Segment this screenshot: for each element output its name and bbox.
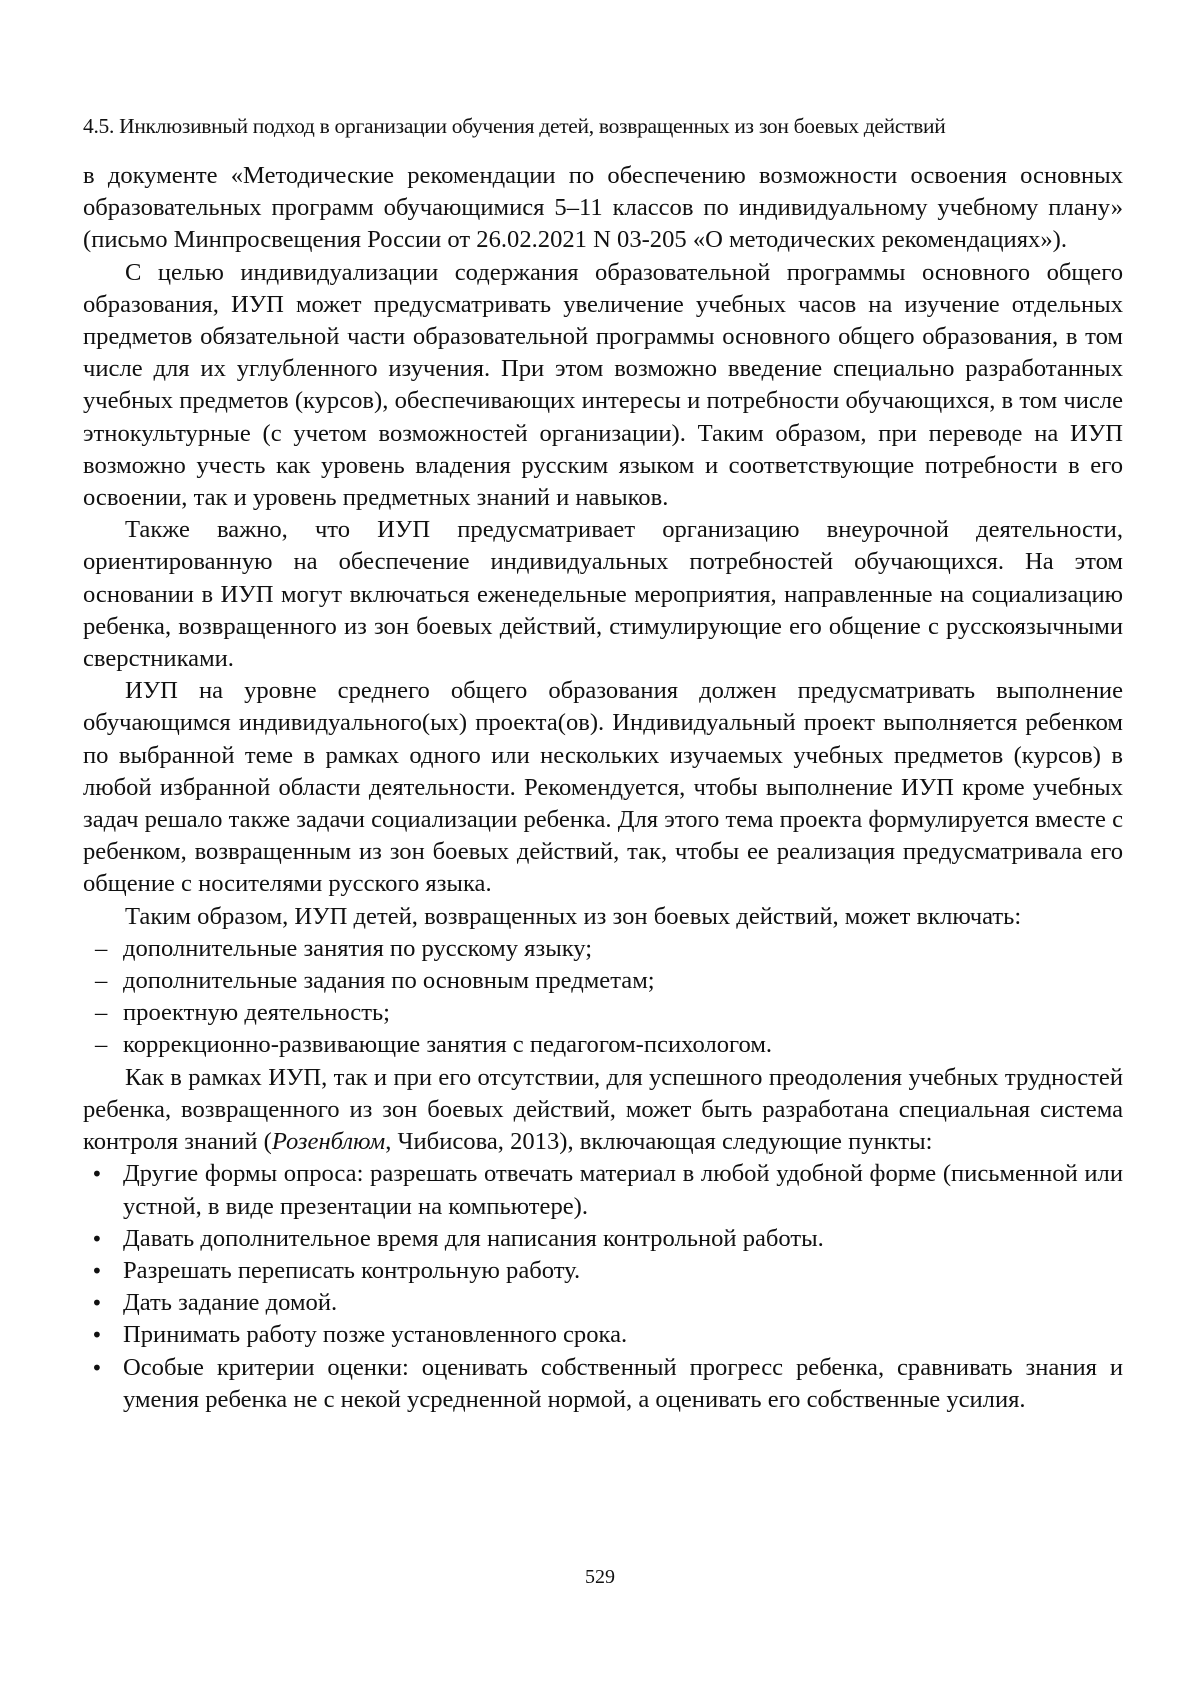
dash-list-item-text: проектную деятельность;	[123, 999, 391, 1027]
dash-marker: –	[95, 1031, 108, 1059]
bullet-list-item-text: Разрешать переписать контрольную работу.	[123, 1256, 581, 1284]
dash-marker: –	[95, 934, 108, 962]
bullet-marker: •	[91, 1355, 103, 1380]
paragraph-continuation: в документе «Методические рекомендации по обеспечению возможности освоения основных образовательных программ обучающимися 5–11 классов по индивидуальному учебному плану» (письмо Минпросвещения России от 26.02.2021 N 03-205 «О методических рекомендациях»).	[83, 162, 1123, 254]
dash-list-item	[83, 997, 1123, 1029]
bullet-marker: •	[91, 1291, 103, 1316]
dash-list-item	[83, 965, 1123, 997]
bullet-marker: •	[91, 1258, 103, 1283]
dash-list-item-text: дополнительные занятия по русскому языку;	[123, 934, 593, 962]
bullet-list-item-text: Давать дополнительное время для написания контрольной работы.	[123, 1224, 824, 1252]
bullet-list-item	[83, 1255, 1123, 1287]
bullet-list-item-text: Дать задание домой.	[123, 1289, 338, 1317]
dash-marker: –	[95, 967, 108, 995]
dash-marker: –	[95, 999, 108, 1027]
bullet-list-item-text: Особые критерии оценки: оценивать собственный прогресс ребенка, сравнивать знания и умения ребенка не с некой усредненной нормой, а оценивать его собственные усилия.	[123, 1353, 1123, 1413]
dash-list-item	[83, 1029, 1123, 1061]
paragraph: Также важно, что ИУП предусматривает организацию внеурочной деятельности, ориентированную на обеспечение индивидуальных потребностей обучающихся. На этом основании в ИУП могут включаться еженедельные мероприятия, направленные на социализацию ребенка, возвращенного из зон боевых действий, стимулирующие его общение с русскоязычными сверстниками.	[83, 516, 1123, 673]
paragraph-knowledge-control	[83, 1062, 1123, 1159]
bullet-list-item	[83, 1158, 1123, 1222]
running-header: 4.5. Инклюзивный подход в организации обучения детей, возвращенных из зон боевых действий	[83, 114, 946, 138]
knowledge-control-text-end: , Чибисова, 2013), включающая следующие пункты:	[385, 1128, 933, 1156]
knowledge-control-text: Как в рамках ИУП, так и при его отсутствии, для успешного преодоления учебных трудностей ребенка, возвращенного из зон боевых действий, может быть разработана специальная система контроля знаний (	[83, 1063, 1123, 1156]
dash-list-item	[83, 933, 1123, 965]
body-text	[83, 160, 1123, 1416]
paragraph: ИУП на уровне среднего общего образования должен предусматривать выполнение обучающимся индивидуального(ых) проекта(ов). Индивидуальный проект выполняется ребенком по выбранной теме в рамках одного или нескольких изучаемых учебных предметов (курсов) в любой избранной области деятельности. Рекомендуется, чтобы выполнение ИУП кроме учебных задач решало также задачи социализации ребенка. Для этого тема проекта формулируется вместе с ребенком, возвращенным из зон боевых действий, так, чтобы ее реализация предусматривала его общение с носителями русского языка.	[83, 677, 1123, 898]
dash-list	[83, 933, 1123, 1062]
bullet-list-item	[83, 1287, 1123, 1319]
bullet-list-item	[83, 1319, 1123, 1351]
bullet-marker: •	[91, 1162, 103, 1187]
bullet-list-item-text: Другие формы опроса: разрешать отвечать материал в любой удобной форме (письменной или устной, в виде презентации на компьютере).	[123, 1160, 1123, 1220]
bullet-list	[83, 1158, 1123, 1416]
dash-list-item-text: коррекционно-развивающие занятия с педагогом-психологом.	[123, 1031, 773, 1059]
page-number: 529	[585, 1566, 615, 1588]
bullet-marker: •	[91, 1226, 103, 1251]
bullet-list-item	[83, 1352, 1123, 1416]
bullet-list-item	[83, 1223, 1123, 1255]
author-citation: Розенблюм	[271, 1128, 386, 1156]
bullet-marker: •	[91, 1323, 103, 1348]
dash-list-item-text: дополнительные задания по основным предметам;	[123, 967, 655, 995]
bullet-list-item-text: Принимать работу позже установленного срока.	[123, 1321, 628, 1349]
paragraph: С целью индивидуализации содержания образовательной программы основного общего образования, ИУП может предусматривать увеличение учебных часов на изучение отдельных предметов обязательной части образовательной программы основного общего образования, в том числе для их углубленного изучения. При этом возможно введение специально разработанных учебных предметов (курсов), обеспечивающих интересы и потребности обучающихся, в том числе этнокультурные (с учетом возможностей организации). Таким образом, при переводе на ИУП возможно учесть как уровень владения русским языком и соответствующие потребности в его освоении, так и уровень предметных знаний и навыков.	[83, 258, 1123, 512]
paragraph-list-intro: Таким образом, ИУП детей, возвращенных из зон боевых действий, может включать:	[125, 902, 1022, 930]
